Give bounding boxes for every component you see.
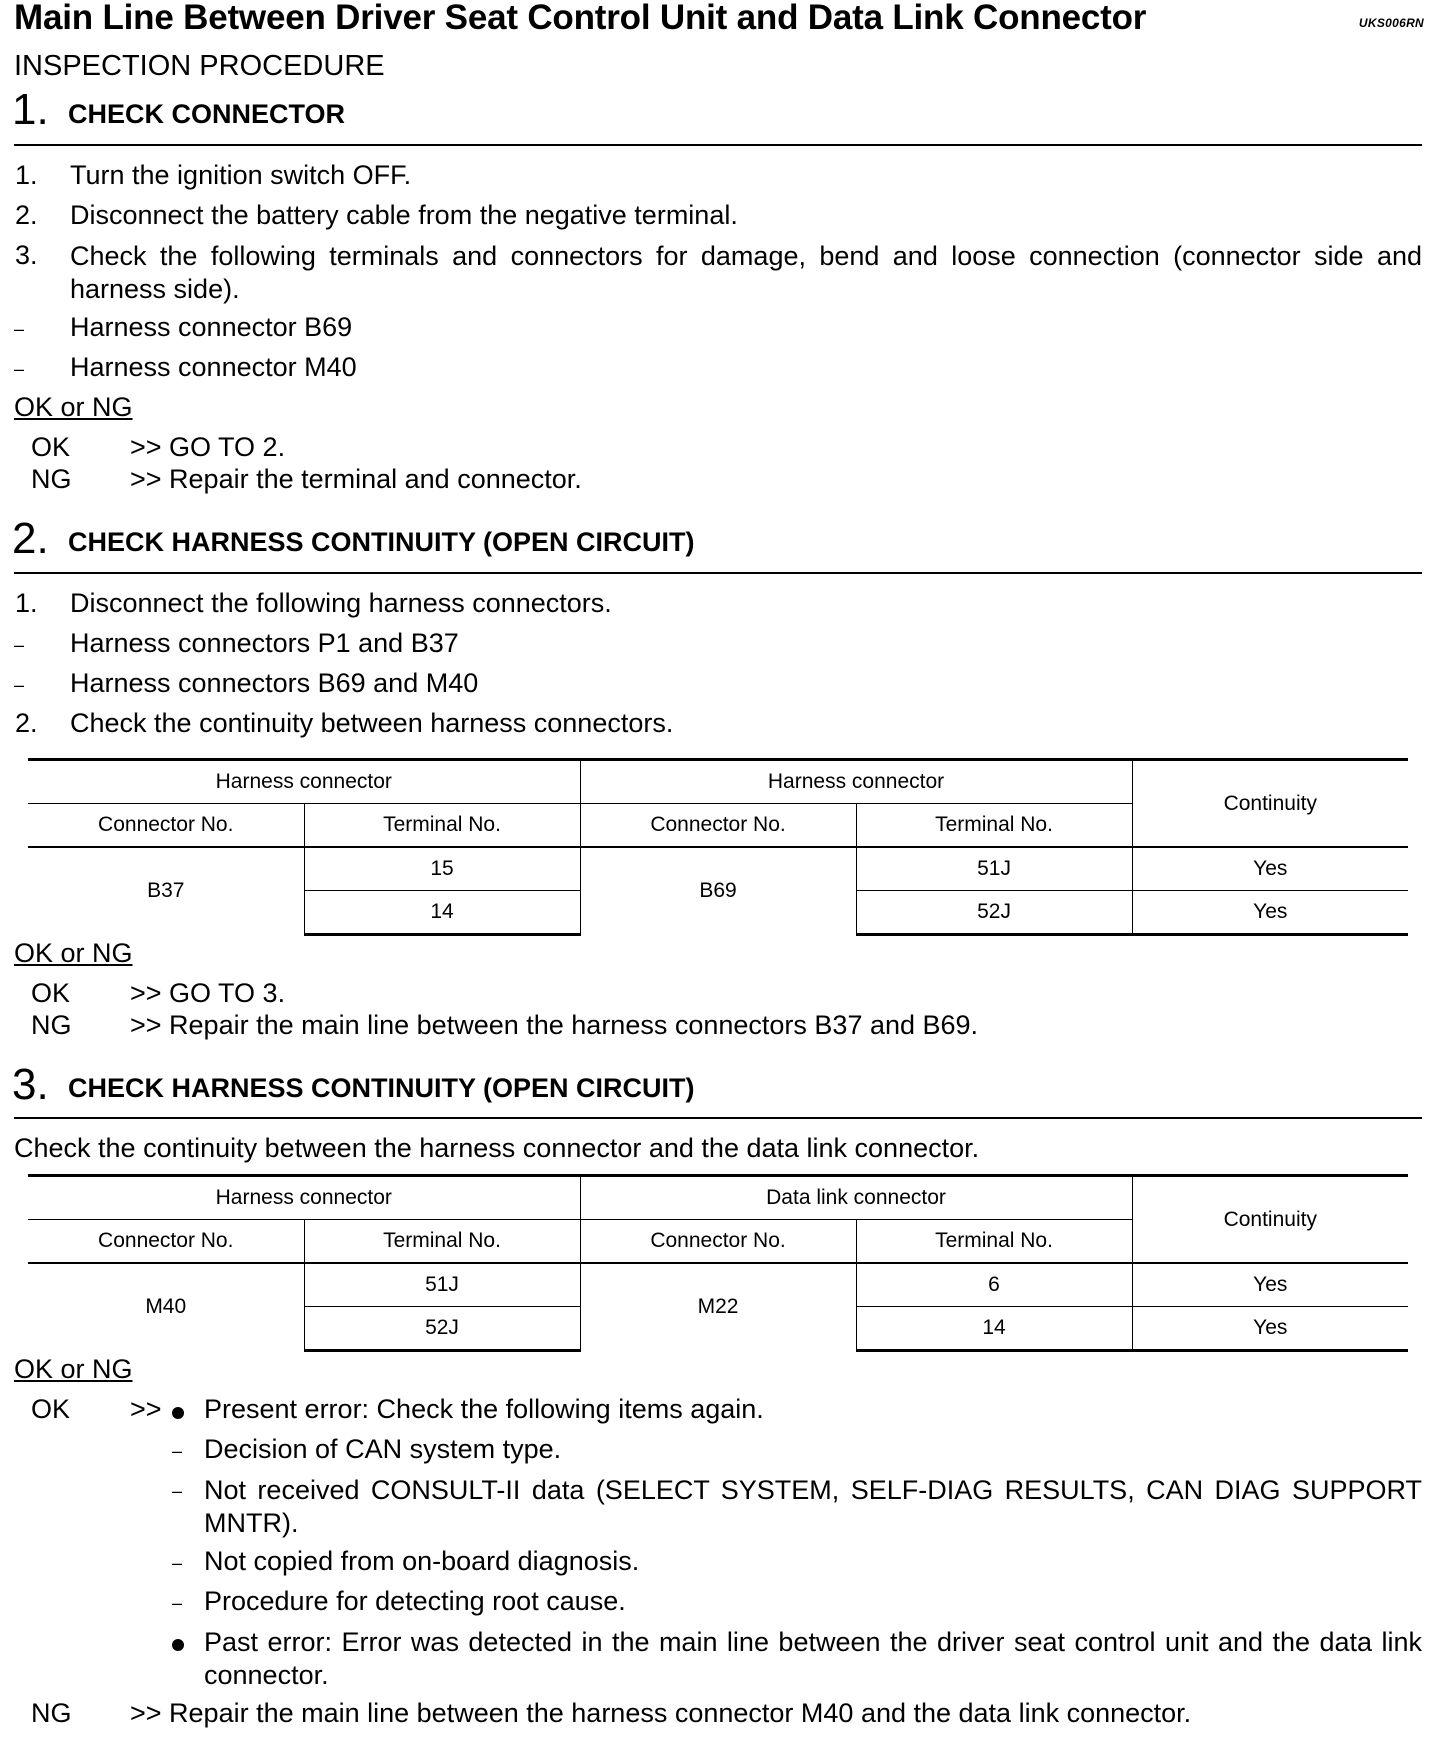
- step2-continuity-table: [28, 758, 1408, 936]
- step1-ng-label: NG: [31, 464, 72, 494]
- step3-ok-bullet-1: Present error: Check the following items again.: [204, 1394, 764, 1424]
- table-column-header: Terminal No.: [856, 1220, 1132, 1264]
- table-cell: B69: [580, 847, 856, 935]
- step1-ok-or-ng: OK or NG: [14, 392, 133, 422]
- table-cell: 6: [856, 1263, 1132, 1307]
- table-cell: M40: [145, 1295, 187, 1319]
- step2-number: 2.: [12, 514, 49, 563]
- table-continuity-header: Continuity: [1132, 1176, 1408, 1264]
- table-cell: Yes: [1132, 1307, 1408, 1351]
- step2-ok-or-ng: OK or NG: [14, 938, 133, 968]
- step2-item-2-marker: –: [14, 635, 25, 655]
- step3-continuity-table: [28, 1174, 1408, 1352]
- step3-ok-subitem-2: Not received CONSULT-II data (SELECT SYSTEM, SELF-DIAG RESULTS, CAN DIAG SUPPORT MNTR).: [204, 1475, 1422, 1538]
- step1-heading: CHECK CONNECTOR: [68, 99, 346, 129]
- bullet-icon: [172, 1639, 184, 1651]
- step1-item-5-marker: –: [14, 359, 25, 379]
- step2-rule: [14, 572, 1422, 574]
- step3-intro: Check the continuity between the harness connector and the data link connector.: [14, 1133, 980, 1163]
- step1-item-3-text: Check the following terminals and connectors for damage, bend and loose connection (connector side and harness side).: [70, 241, 1422, 304]
- step3-ok-arrow: >>: [130, 1394, 162, 1424]
- dash-icon: –: [172, 1593, 183, 1613]
- step2-ng-action: >> Repair the main line between the harness connectors B37 and B69.: [130, 1010, 979, 1040]
- step2-item-4-marker: 2.: [15, 708, 38, 738]
- page-title: Main Line Between Driver Seat Control Unit and Data Link Connector: [14, 0, 1147, 37]
- table-cell: Yes: [1132, 1263, 1408, 1307]
- table-column-header: Terminal No.: [304, 1220, 580, 1264]
- step3-ok-bullet-2: Past error: Error was detected in the main line between the driver seat control unit and the data link connector.: [204, 1627, 1422, 1690]
- table-cell: B37: [147, 879, 185, 903]
- table-cell: 51J: [304, 1263, 580, 1307]
- table-group-header: Data link connector: [580, 1176, 1132, 1220]
- step1-item-1-text: Turn the ignition switch OFF.: [70, 160, 412, 190]
- step1-item-4-text: Harness connector B69: [70, 312, 353, 342]
- step3-ok-or-ng: OK or NG: [14, 1354, 133, 1384]
- step3-ng-action: >> Repair the main line between the harness connector M40 and the data link connector.: [130, 1698, 1192, 1728]
- step2-ok-label: OK: [31, 978, 71, 1008]
- table-cell: 14: [856, 1307, 1132, 1351]
- step2-item-2-text: Harness connectors P1 and B37: [70, 628, 459, 658]
- step2-item-3-text: Harness connectors B69 and M40: [70, 668, 479, 698]
- step3-ok-label: OK: [31, 1394, 71, 1424]
- table-cell: 52J: [304, 1307, 580, 1351]
- step2-item-3-marker: –: [14, 675, 25, 695]
- table-column-header: Connector No.: [28, 804, 304, 848]
- step2-ok-action: >> GO TO 3.: [130, 978, 286, 1008]
- step1-item-2-marker: 2.: [15, 200, 38, 230]
- table-group-header: Harness connector: [28, 760, 580, 804]
- table-column-header: Terminal No.: [304, 804, 580, 848]
- step3-number: 3.: [12, 1060, 49, 1109]
- step3-ok-subitem-4: Procedure for detecting root cause.: [204, 1586, 626, 1616]
- table-column-header: Connector No.: [28, 1220, 304, 1264]
- table-cell: 15: [304, 847, 580, 891]
- step2-item-1-text: Disconnect the following harness connectors.: [70, 588, 612, 618]
- step2-item-4-text: Check the continuity between harness connectors.: [70, 708, 674, 738]
- dash-icon: –: [172, 1553, 183, 1573]
- dash-icon: –: [172, 1441, 183, 1461]
- step1-rule: [14, 144, 1422, 146]
- step3-rule: [14, 1117, 1422, 1119]
- step1-item-4-marker: –: [14, 319, 25, 339]
- step2-heading: CHECK HARNESS CONTINUITY (OPEN CIRCUIT): [68, 527, 695, 557]
- table-cell: 52J: [856, 891, 1132, 935]
- step1-ok-action: >> GO TO 2.: [130, 432, 286, 462]
- step1-number: 1.: [12, 85, 49, 134]
- table-column-header: Terminal No.: [856, 804, 1132, 848]
- step3-ok-subitem-3: Not copied from on-board diagnosis.: [204, 1546, 640, 1576]
- table-group-header: Harness connector: [28, 1176, 580, 1220]
- table-cell: M22: [580, 1263, 856, 1351]
- table-column-header: Connector No.: [580, 1220, 856, 1264]
- procedure-heading: INSPECTION PROCEDURE: [14, 50, 385, 82]
- step1-item-1-marker: 1.: [15, 160, 38, 190]
- step2-item-1-marker: 1.: [15, 588, 38, 618]
- step1-ng-action: >> Repair the terminal and connector.: [130, 464, 582, 494]
- table-cell: 14: [304, 891, 580, 935]
- step1-item-2-text: Disconnect the battery cable from the negative terminal.: [70, 200, 738, 230]
- step1-item-3-marker: 3.: [15, 240, 38, 270]
- table-cell: 51J: [856, 847, 1132, 891]
- step3-heading: CHECK HARNESS CONTINUITY (OPEN CIRCUIT): [68, 1073, 695, 1103]
- step1-ok-label: OK: [31, 432, 71, 462]
- dash-icon: –: [172, 1481, 183, 1501]
- bullet-icon: [172, 1407, 184, 1419]
- table-cell: Yes: [1132, 891, 1408, 935]
- table-continuity-header: Continuity: [1132, 760, 1408, 848]
- step2-ng-label: NG: [31, 1010, 72, 1040]
- step3-ok-subitem-1: Decision of CAN system type.: [204, 1434, 562, 1464]
- step3-ng-label: NG: [31, 1698, 72, 1728]
- table-group-header: Harness connector: [580, 760, 1132, 804]
- table-cell: Yes: [1132, 847, 1408, 891]
- step1-item-5-text: Harness connector M40: [70, 352, 357, 382]
- document-code: UKS006RN: [1358, 16, 1424, 30]
- table-column-header: Connector No.: [580, 804, 856, 848]
